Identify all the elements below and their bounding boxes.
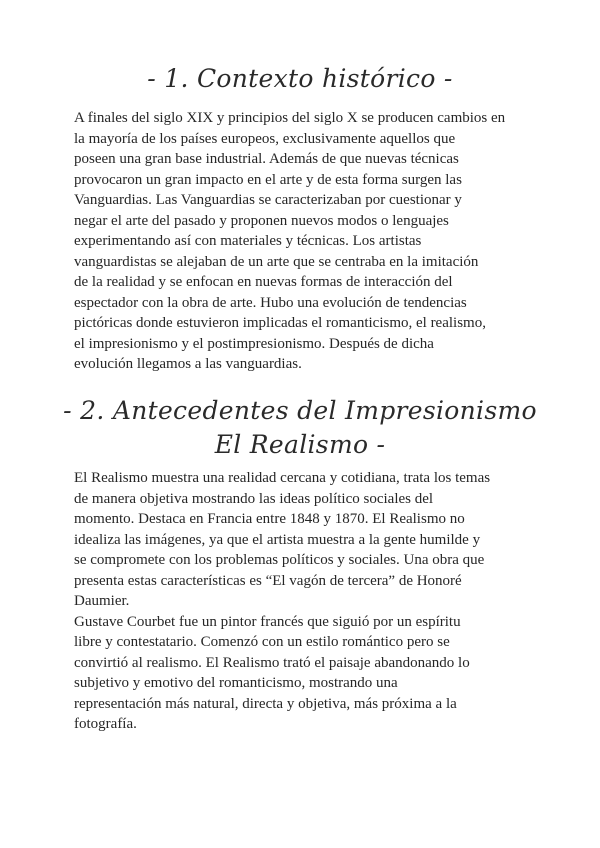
text-line: subjetivo y emotivo del romanticismo, mostrando una [74, 675, 398, 691]
text-line: A finales del siglo XIX y principios del siglo X se producen cambios en [74, 110, 506, 126]
section-1-paragraph [74, 108, 534, 375]
section-2-paragraph [74, 468, 534, 735]
text-line: de manera objetiva mostrando las ideas político sociales del [74, 490, 434, 507]
text-line: libre y contestatario. Comenzó con un estilo romántico pero se [74, 634, 450, 650]
text-line: representación más natural, directa y objetiva, más próxima a la [74, 695, 457, 712]
section-1-heading: - 1. Contexto histórico - [147, 64, 453, 93]
text-line: de la realidad y se enfocan en nuevas formas de interacción del [74, 274, 453, 290]
text-line: evolución llegamos a las vanguardias. [74, 356, 302, 372]
text-line: fotografía. [74, 716, 137, 732]
text-line: pictóricas donde estuvieron implicadas el romanticismo, el realismo, [74, 315, 486, 331]
text-line: momento. Destaca en Francia entre 1848 y 1870. El Realismo no [74, 511, 465, 527]
text-line: provocaron un gran impacto en el arte y de esta forma surgen las [74, 171, 462, 188]
section-2-heading-line-2: El Realismo - [214, 430, 386, 459]
text-line: la mayoría de los países europeos, exclusivamente aquellos que [74, 130, 456, 147]
text-line: El Realismo muestra una realidad cercana y cotidiana, trata los temas [74, 470, 491, 486]
text-line: se compromete con los problemas políticos y sociales. Una obra que [74, 552, 485, 568]
text-line: poseen una gran base industrial. Además de que nuevas técnicas [74, 151, 459, 167]
text-line: espectador con la obra de arte. Hubo una evolución de tendencias [74, 294, 467, 311]
section-2-heading-line-1: - 2. Antecedentes del Impresionismo [63, 396, 537, 425]
text-line: experimentando así con materiales y técnicas. Los artistas [74, 233, 422, 249]
text-line: presenta estas características es “El vagón de tercera” de Honoré [74, 572, 462, 589]
text-line: Vanguardias. Las Vanguardias se caracterizaban por cuestionar y [74, 192, 462, 208]
text-line: Gustave Courbet fue un pintor francés que siguió por un espíritu [74, 613, 461, 630]
text-line: el impresionismo y el postimpresionismo. Después de dicha [74, 335, 434, 352]
text-line: Daumier. [74, 593, 130, 609]
text-line: convirtió al realismo. El Realismo trató el paisaje abandonando lo [74, 654, 470, 671]
text-line: vanguardistas se alejaban de un arte que se centraba en la imitación [74, 253, 479, 270]
text-line: negar el arte del pasado y proponen nuevos modos o lenguajes [74, 212, 449, 229]
text-line: idealiza las imágenes, ya que el artista muestra a la gente humilde y [74, 531, 481, 548]
